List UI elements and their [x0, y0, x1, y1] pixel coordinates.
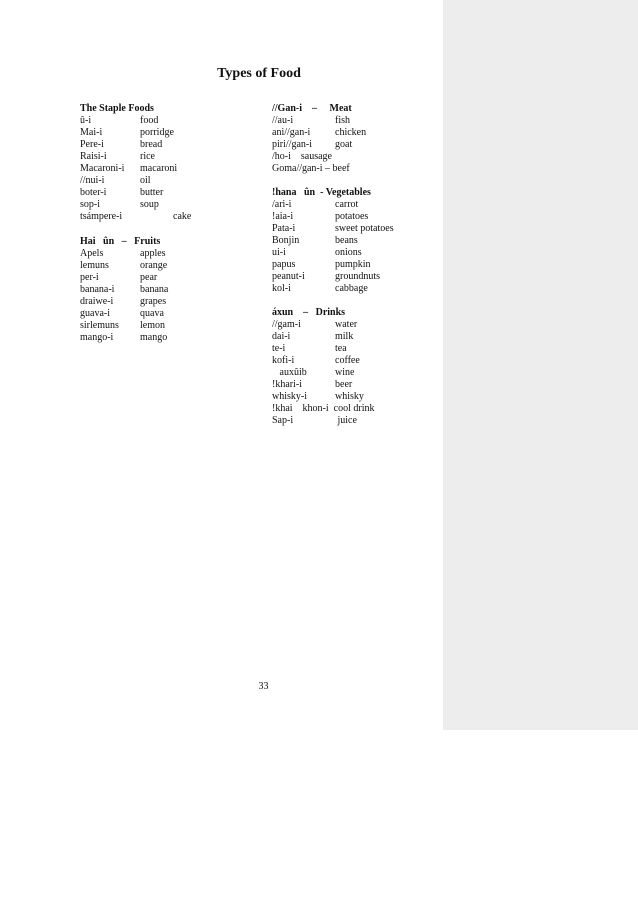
- translation: coffee: [335, 355, 360, 366]
- list-item: [80, 332, 220, 344]
- translation: chicken: [335, 127, 367, 138]
- list-item: [80, 151, 220, 163]
- staple-foods-list: [80, 115, 220, 223]
- list-item: [272, 211, 432, 223]
- word: Pata-i: [272, 223, 296, 234]
- word: whisky-i: [272, 391, 307, 402]
- word: kol-i: [272, 283, 291, 294]
- left-column: [80, 102, 220, 344]
- translation: carrot: [335, 199, 359, 210]
- list-item: [272, 415, 432, 427]
- list-item: [80, 308, 220, 320]
- word: auxûib: [272, 367, 307, 378]
- word: Pere-i: [80, 139, 104, 150]
- word: mango-i: [80, 332, 114, 343]
- list-item: [80, 163, 220, 175]
- translation: orange: [140, 260, 168, 271]
- staple-foods-heading: The Staple Foods: [80, 103, 154, 114]
- meat-list: [272, 115, 432, 175]
- word: banana-i: [80, 284, 115, 295]
- translation: goat: [335, 139, 353, 150]
- word: sop-i: [80, 199, 100, 210]
- page-title: Types of Food: [217, 66, 301, 81]
- word: !aia-i: [272, 211, 294, 222]
- translation: porridge: [140, 127, 174, 138]
- translation: apples: [140, 248, 166, 259]
- list-item: [80, 272, 220, 284]
- word: Macaroni-i: [80, 163, 125, 174]
- fruits-list: [80, 248, 220, 344]
- list-item: [272, 271, 432, 283]
- vegetables-heading: !hana ûn - Vegetables: [272, 187, 371, 198]
- list-item: [272, 403, 432, 415]
- page-number: 33: [258, 681, 269, 692]
- list-item: [272, 115, 432, 127]
- translation: whisky: [335, 391, 364, 402]
- translation: beans: [335, 235, 358, 246]
- word: ui-i: [272, 247, 286, 258]
- word: te-i: [272, 343, 286, 354]
- list-item: [272, 355, 432, 367]
- translation: tea: [335, 343, 347, 354]
- list-item: [272, 163, 432, 175]
- translation: fish: [335, 115, 350, 126]
- translation: onions: [335, 247, 362, 258]
- word: Raisi-i: [80, 151, 107, 162]
- list-item: [272, 319, 432, 331]
- word: //au-i: [272, 115, 294, 126]
- translation: juice: [335, 415, 357, 426]
- word: /ari-i: [272, 199, 292, 210]
- list-item: [80, 284, 220, 296]
- word: guava-i: [80, 308, 110, 319]
- list-item: [272, 247, 432, 259]
- translation: lemon: [140, 320, 165, 331]
- translation: macaroni: [140, 163, 178, 174]
- translation: cabbage: [335, 283, 368, 294]
- list-item: [80, 260, 220, 272]
- comment-pane: [443, 0, 638, 730]
- word: Goma//gan-i – beef: [272, 163, 350, 174]
- word: sirlemuns: [80, 320, 119, 331]
- translation: cake: [173, 211, 192, 222]
- list-item: [80, 320, 220, 332]
- translation: milk: [335, 331, 354, 342]
- word: û-i: [80, 115, 92, 126]
- translation: grapes: [140, 296, 167, 307]
- list-item: [272, 367, 432, 379]
- meat-heading: //Gan-i – Meat: [272, 103, 352, 114]
- list-item: [272, 331, 432, 343]
- translation: quava: [140, 308, 164, 319]
- translation: food: [140, 115, 159, 126]
- word: dai-i: [272, 331, 291, 342]
- translation: water: [335, 319, 358, 330]
- word: tsámpere-i: [80, 211, 123, 222]
- translation: banana: [140, 284, 169, 295]
- word: !khari-i: [272, 379, 302, 390]
- word: boter-i: [80, 187, 107, 198]
- list-item: [80, 199, 220, 211]
- translation: mango: [140, 332, 168, 343]
- translation: bread: [140, 139, 163, 150]
- list-item: [272, 223, 432, 235]
- word: /ho-i sausage: [272, 151, 332, 162]
- word: kofi-i: [272, 355, 295, 366]
- list-item: [272, 343, 432, 355]
- vegetables-list: [272, 199, 432, 295]
- list-item: [272, 151, 432, 163]
- word: draiwe-i: [80, 296, 114, 307]
- list-item: [272, 259, 432, 271]
- word: ani//gan-i: [272, 127, 311, 138]
- list-item: [80, 115, 220, 127]
- translation: sweet potatoes: [335, 223, 394, 234]
- list-item: [272, 283, 432, 295]
- translation: oil: [140, 175, 151, 186]
- list-item: [80, 187, 220, 199]
- list-item: [80, 127, 220, 139]
- word: Sap-i: [272, 415, 294, 426]
- translation: pear: [140, 272, 158, 283]
- word: Mai-i: [80, 127, 103, 138]
- translation: rice: [140, 151, 155, 162]
- translation: groundnuts: [335, 271, 380, 282]
- right-column: [272, 102, 432, 427]
- translation: butter: [140, 187, 164, 198]
- word: lemuns: [80, 260, 109, 271]
- list-item: [272, 235, 432, 247]
- word: Bonjin: [272, 235, 300, 246]
- list-item: [272, 391, 432, 403]
- list-item: [272, 379, 432, 391]
- list-item: [80, 139, 220, 151]
- word: !khai khon-i cool drink: [272, 403, 375, 414]
- word: papus: [272, 259, 296, 270]
- word: //nui-i: [80, 175, 105, 186]
- drinks-list: [272, 319, 432, 427]
- list-item: [80, 296, 220, 308]
- translation: potatoes: [335, 211, 369, 222]
- word: piri//gan-i: [272, 139, 312, 150]
- word: //gam-i: [272, 319, 301, 330]
- word: peanut-i: [272, 271, 305, 282]
- list-item: [272, 139, 432, 151]
- translation: beer: [335, 379, 353, 390]
- list-item: [272, 199, 432, 211]
- drinks-heading: áxun – Drinks: [272, 307, 346, 318]
- word: Apels: [80, 248, 104, 259]
- list-item: [272, 127, 432, 139]
- word: per-i: [80, 272, 99, 283]
- list-item: [80, 211, 220, 223]
- list-item: [80, 175, 220, 187]
- list-item: [80, 248, 220, 260]
- translation: pumpkin: [335, 259, 371, 270]
- translation: wine: [335, 367, 355, 378]
- fruits-heading: Hai ûn – Fruits: [80, 236, 161, 247]
- translation: soup: [140, 199, 159, 210]
